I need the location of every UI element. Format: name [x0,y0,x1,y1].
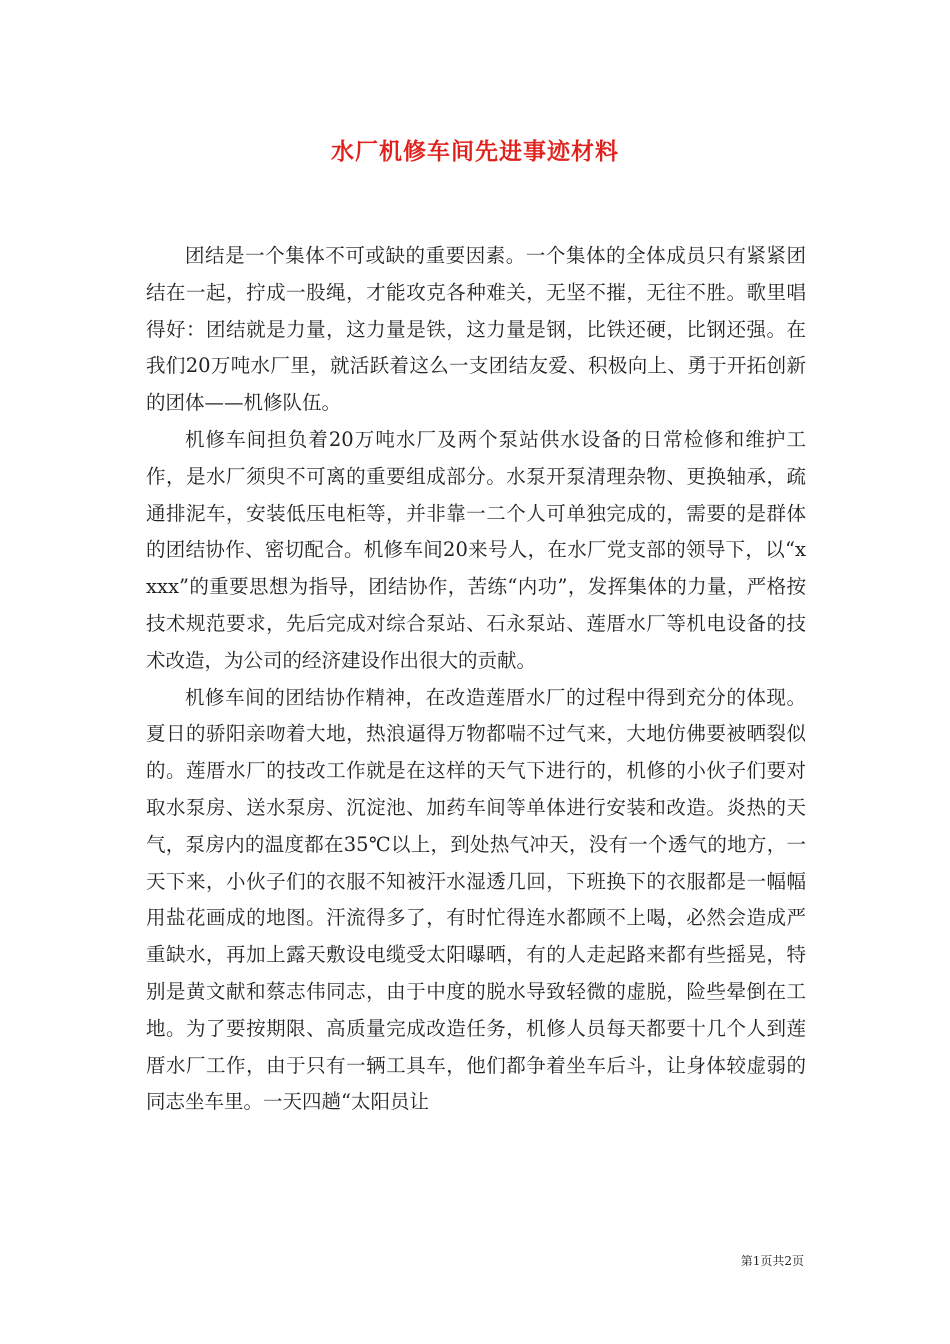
document-title: 水厂机修车间先进事迹材料 [331,138,619,165]
paragraph-2: 机修车间担负着20万吨水厂及两个泵站供水设备的日常检修和维护工作，是水厂须臾不可离的重要组成部分。水泵开泵清理杂物、更换轴承，疏通排泥车，安装低压电柜等，并非靠一二个人可单独完成的，需要的是群体的团结协作、密切配合。机修车间20来号人，在水厂党支部的领导下，以“xxxx”的重要思想为指导，团结协作，苦练“内功”，发挥集体的力量，严格按技术规范要求，先后完成对综合泵站、石永泵站、莲厝水厂等机电设备的技术改造，为公司的经济建设作出很大的贡献。 [146,427,806,672]
paragraph-3: 机修车间的团结协作精神，在改造莲厝水厂的过程中得到充分的体现。夏日的骄阳亲吻着大地，热浪逼得万物都喘不过气来，大地仿佛要被晒裂似的。莲厝水厂的技改工作就是在这样的天气下进行的，机修的小伙子们要对取水泵房、送水泵房、沉淀池、加药车间等单体进行安装和改造。炎热的天气，泵房内的温度都在35℃以上，到处热气冲天，没有一个透气的地方，一天下来，小伙子们的衣服不知被汗水湿透几回，下班换下的衣服都是一幅幅用盐花画成的地图。汗流得多了，有时忙得连水都顾不上喝，必然会造成严重缺水，再加上露天敷设电缆受太阳曝晒，有的人走起路来都有些摇晃，特别是黄文献和蔡志伟同志，由于中度的脱水导致轻微的虚脱，险些晕倒在工地。为了要按期限、高质量完成改造任务，机修人员每天都要十几个人到莲厝水厂工作，由于只有一辆工具车，他们都争着坐车后斗，让身体较虚弱的同志坐车里。一天四趟“太阳员让 [146,685,806,1114]
document-body [146,238,806,1121]
paragraph-1: 团结是一个集体不可或缺的重要因素。一个集体的全体成员只有紧紧团结在一起，拧成一股绳，才能攻克各种难关，无坚不摧，无往不胜。歌里唱得好：团结就是力量，这力量是铁，这力量是钢，比铁还硬，比钢还强。在我们20万吨水厂里，就活跃着这么一支团结友爱、积极向上、勇于开拓创新的团体——机修队伍。 [146,244,806,415]
page-number: 第1页共2页 [740,1254,804,1268]
